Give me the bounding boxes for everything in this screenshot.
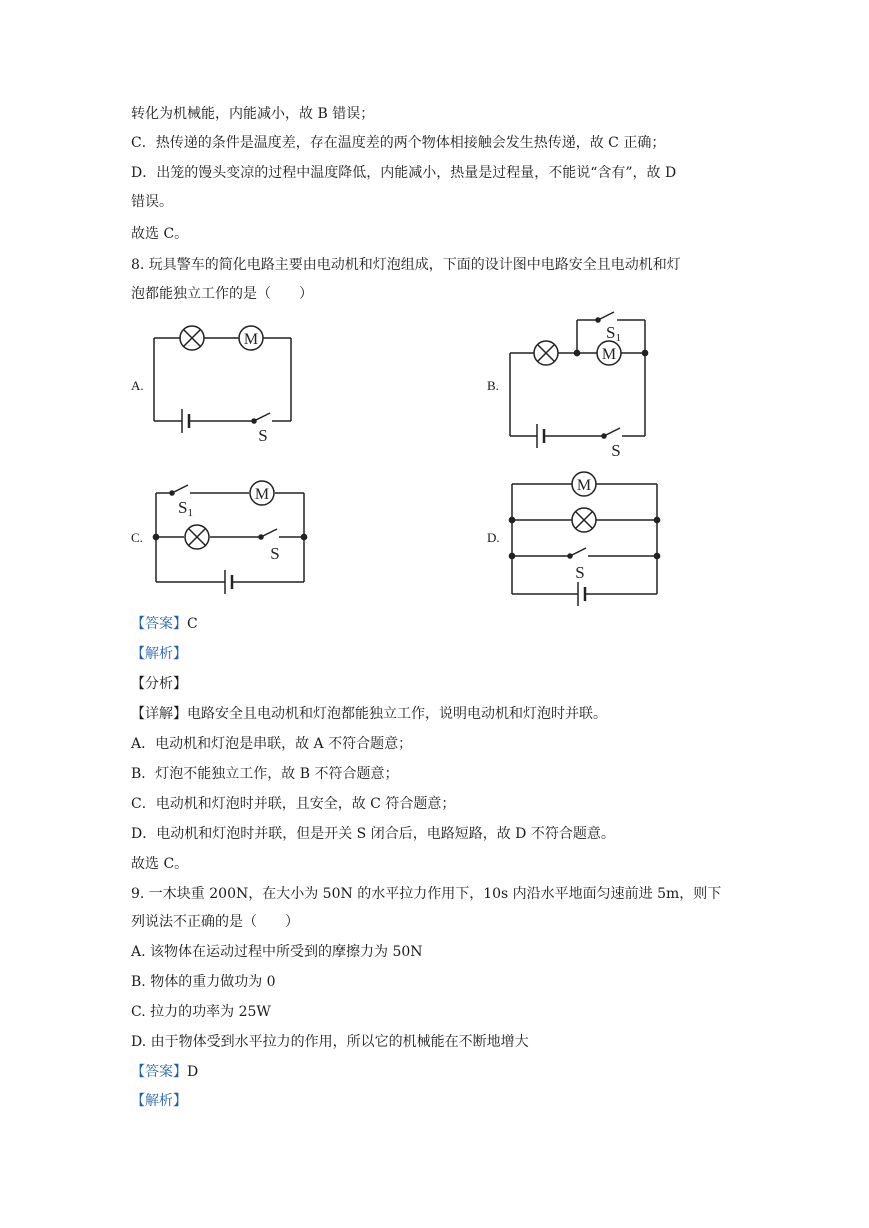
motor-label: M [254, 486, 270, 503]
motor-label: M [576, 477, 592, 494]
question-9-option: A. 该物体在运动过程中所受到的摩擦力为 50N [131, 944, 423, 960]
text-line: 错误。 [131, 194, 173, 210]
question-9-stem: 9. 一木块重 200N，在大小为 50N 的水平拉力作用下，10s 内沿水平地面匀速前进 5m，则下 [131, 886, 722, 902]
text-line: 故选 C。 [131, 226, 189, 242]
circuit-c [153, 481, 306, 594]
explain-line: A．电动机和灯泡是串联，故 A 不符合题意； [131, 736, 413, 752]
switch-s1-subscript: 1 [187, 507, 193, 519]
switch-s-blade [570, 548, 586, 556]
switch-s1-subscript: 1 [615, 332, 621, 344]
junction-dot [642, 350, 647, 355]
option-b-label: B. [487, 378, 499, 393]
explain-line: C．电动机和灯泡时并联，且安全，故 C 符合题意； [131, 796, 456, 812]
answer-value: C [187, 616, 198, 632]
switch-s1-base: S [606, 323, 616, 342]
text-line: C．热传递的条件是温度差，存在温度差的两个物体相接触会发生热传递，故 C 正确； [131, 135, 666, 151]
question-9-option: D. 由于物体受到水平拉力的作用，所以它的机械能在不断地增大 [131, 1034, 529, 1050]
fenxi-tag: 【分析】 [131, 676, 187, 692]
switch-blade [254, 413, 270, 421]
switch-s-blade [261, 529, 277, 537]
switch-label: S [611, 441, 621, 460]
analysis-tag: 【解析】 [131, 646, 187, 662]
answer-line [131, 614, 198, 634]
question-9-option: C. 拉力的功率为 25W [131, 1004, 271, 1020]
detail-line [131, 704, 607, 724]
question-9-stem: 列说法不正确的是（ ） [131, 914, 299, 930]
switch-s1-blade [598, 312, 614, 320]
detail-text: 电路安全且电动机和灯泡都能独立工作，说明电动机和灯泡时并联。 [187, 706, 607, 722]
circuit-a [154, 326, 291, 433]
junction-dot [153, 534, 158, 539]
answer-value: D [187, 1064, 199, 1080]
option-c-label: C. [131, 530, 143, 545]
switch-s1-label [178, 498, 193, 519]
junction-dot [301, 534, 306, 539]
answer-tag: 【答案】 [131, 616, 187, 632]
junction-dot [654, 553, 659, 558]
explain-line: B．灯泡不能独立工作，故 B 不符合题意； [131, 766, 399, 782]
text-line: 转化为机械能，内能减小，故 B 错误； [131, 106, 375, 122]
switch-s1-blade [172, 485, 188, 493]
switch-s1-base: S [178, 498, 188, 517]
junction-dot [509, 517, 514, 522]
text-line: D．出笼的馒头变凉的过程中温度降低，内能减小，热量是过程量，不能说“含有”，故 D [131, 165, 677, 181]
switch-s1-label [606, 323, 621, 344]
explain-line: D．电动机和灯泡时并联，但是开关 S 闭合后，电路短路，故 D 不符合题意。 [131, 826, 615, 842]
answer-tag: 【答案】 [131, 1064, 187, 1080]
question-9-option: B. 物体的重力做功为 0 [131, 974, 276, 990]
question-8-stem: 泡都能独立工作的是（ ） [131, 286, 313, 302]
motor-label: M [601, 346, 617, 363]
answer-line [131, 1062, 198, 1082]
switch-label: S [575, 563, 585, 582]
question-8-stem: 8. 玩具警车的简化电路主要由电动机和灯泡组成，下面的设计图中电路安全且电动机和灯 [131, 257, 681, 273]
motor-label: M [243, 331, 259, 348]
junction-dot [509, 553, 514, 558]
circuit-b [510, 312, 648, 448]
switch-label: S [270, 544, 280, 563]
junction-dot [654, 517, 659, 522]
switch-label: S [258, 426, 268, 445]
junction-dot [574, 350, 579, 355]
analysis-tag: 【解析】 [131, 1093, 187, 1109]
option-d-label: D. [487, 530, 500, 545]
detail-tag: 【详解】 [131, 706, 187, 722]
explain-line: 故选 C。 [131, 856, 189, 872]
switch-s-blade [604, 428, 620, 436]
option-a-label: A. [131, 378, 144, 393]
